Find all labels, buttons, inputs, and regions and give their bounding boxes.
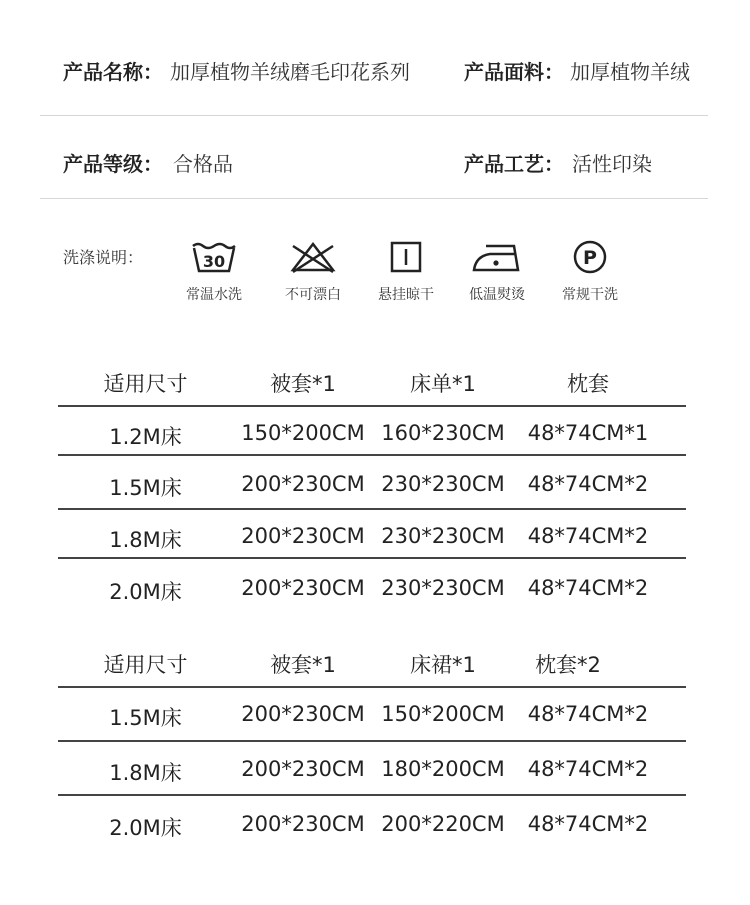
- table-cell: 1.8M床: [109, 528, 182, 552]
- info-label: 产品面料：: [464, 60, 564, 84]
- care-title: 洗涤说明：: [63, 248, 144, 267]
- care-label: 悬挂晾干: [378, 287, 434, 303]
- table-line: [58, 686, 686, 688]
- care-item-hang-dry: [361, 240, 451, 304]
- table-cell: 48*74CM*1: [527, 421, 649, 445]
- table-cell: 200*230CM: [241, 472, 365, 496]
- care-item-dry-clean: [545, 240, 635, 304]
- table-cell: 48*74CM*2: [527, 576, 649, 600]
- table-line: [58, 740, 686, 742]
- wash-30-icon: [190, 240, 238, 274]
- care-label: 常规干洗: [562, 287, 618, 303]
- table-cell: 200*230CM: [241, 576, 365, 600]
- low-iron-icon: [470, 240, 524, 274]
- care-label: 不可漂白: [285, 287, 341, 303]
- table-header-cell: 床单*1: [410, 372, 476, 396]
- care-item-no-bleach: [268, 240, 358, 304]
- care-item-low-iron: [452, 240, 542, 304]
- info-value: 加厚植物羊绒磨毛印花系列: [170, 60, 410, 84]
- wash-temp: 30: [202, 252, 226, 271]
- table-cell: 230*230CM: [381, 472, 505, 496]
- info-label: 产品名称：: [63, 60, 163, 84]
- table-line: [58, 508, 686, 510]
- table-cell: 200*230CM: [241, 702, 365, 726]
- care-item-wash: [169, 240, 259, 304]
- table-line: [58, 794, 686, 796]
- table-cell: 1.2M床: [109, 425, 182, 449]
- divider: [40, 115, 708, 116]
- info-row-name-fabric: [0, 56, 750, 96]
- care-label: 低温熨烫: [469, 287, 525, 303]
- hang-dry-icon: [386, 240, 426, 274]
- table-header-cell: 床裙*1: [410, 653, 476, 677]
- info-row-grade-process: [0, 148, 750, 188]
- table-cell: 150*200CM: [381, 702, 505, 726]
- table-cell: 230*230CM: [381, 576, 505, 600]
- table-header-cell: 适用尺寸: [103, 372, 188, 396]
- table-line: [58, 405, 686, 407]
- dry-clean-p-icon: [570, 240, 610, 274]
- table-cell: 2.0M床: [109, 816, 182, 840]
- table-cell: 48*74CM*2: [527, 812, 649, 836]
- table-cell: 200*230CM: [241, 757, 365, 781]
- table-header-cell: 枕套*2: [535, 653, 601, 677]
- table-cell: 48*74CM*2: [527, 702, 649, 726]
- info-label: 产品工艺：: [464, 152, 564, 176]
- table-cell: 1.5M床: [109, 706, 182, 730]
- table-cell: 200*230CM: [241, 812, 365, 836]
- table-cell: 48*74CM*2: [527, 524, 649, 548]
- table-cell: 1.5M床: [109, 476, 182, 500]
- info-value: 合格品: [173, 152, 233, 176]
- info-value: 活性印染: [572, 152, 652, 176]
- info-label: 产品等级：: [63, 152, 163, 176]
- table-header-cell: 枕套: [567, 372, 609, 396]
- table-cell: 48*74CM*2: [527, 472, 649, 496]
- table-cell: 150*200CM: [241, 421, 365, 445]
- table-header-cell: 被套*1: [270, 653, 336, 677]
- table-cell: 180*200CM: [381, 757, 505, 781]
- table-header-cell: 被套*1: [270, 372, 336, 396]
- no-bleach-icon: [288, 240, 338, 274]
- table-cell: 1.8M床: [109, 761, 182, 785]
- table-line: [58, 557, 686, 559]
- table-cell: 200*220CM: [381, 812, 505, 836]
- table-cell: 48*74CM*2: [527, 757, 649, 781]
- care-label: 常温水洗: [186, 287, 242, 303]
- table-cell: 230*230CM: [381, 524, 505, 548]
- table-line: [58, 454, 686, 456]
- dry-clean-letter: P: [583, 247, 597, 269]
- divider: [40, 198, 708, 199]
- info-value: 加厚植物羊绒: [570, 60, 690, 84]
- table-cell: 160*230CM: [381, 421, 505, 445]
- table-cell: 200*230CM: [241, 524, 365, 548]
- table-header-cell: 适用尺寸: [103, 653, 188, 677]
- table-cell: 2.0M床: [109, 580, 182, 604]
